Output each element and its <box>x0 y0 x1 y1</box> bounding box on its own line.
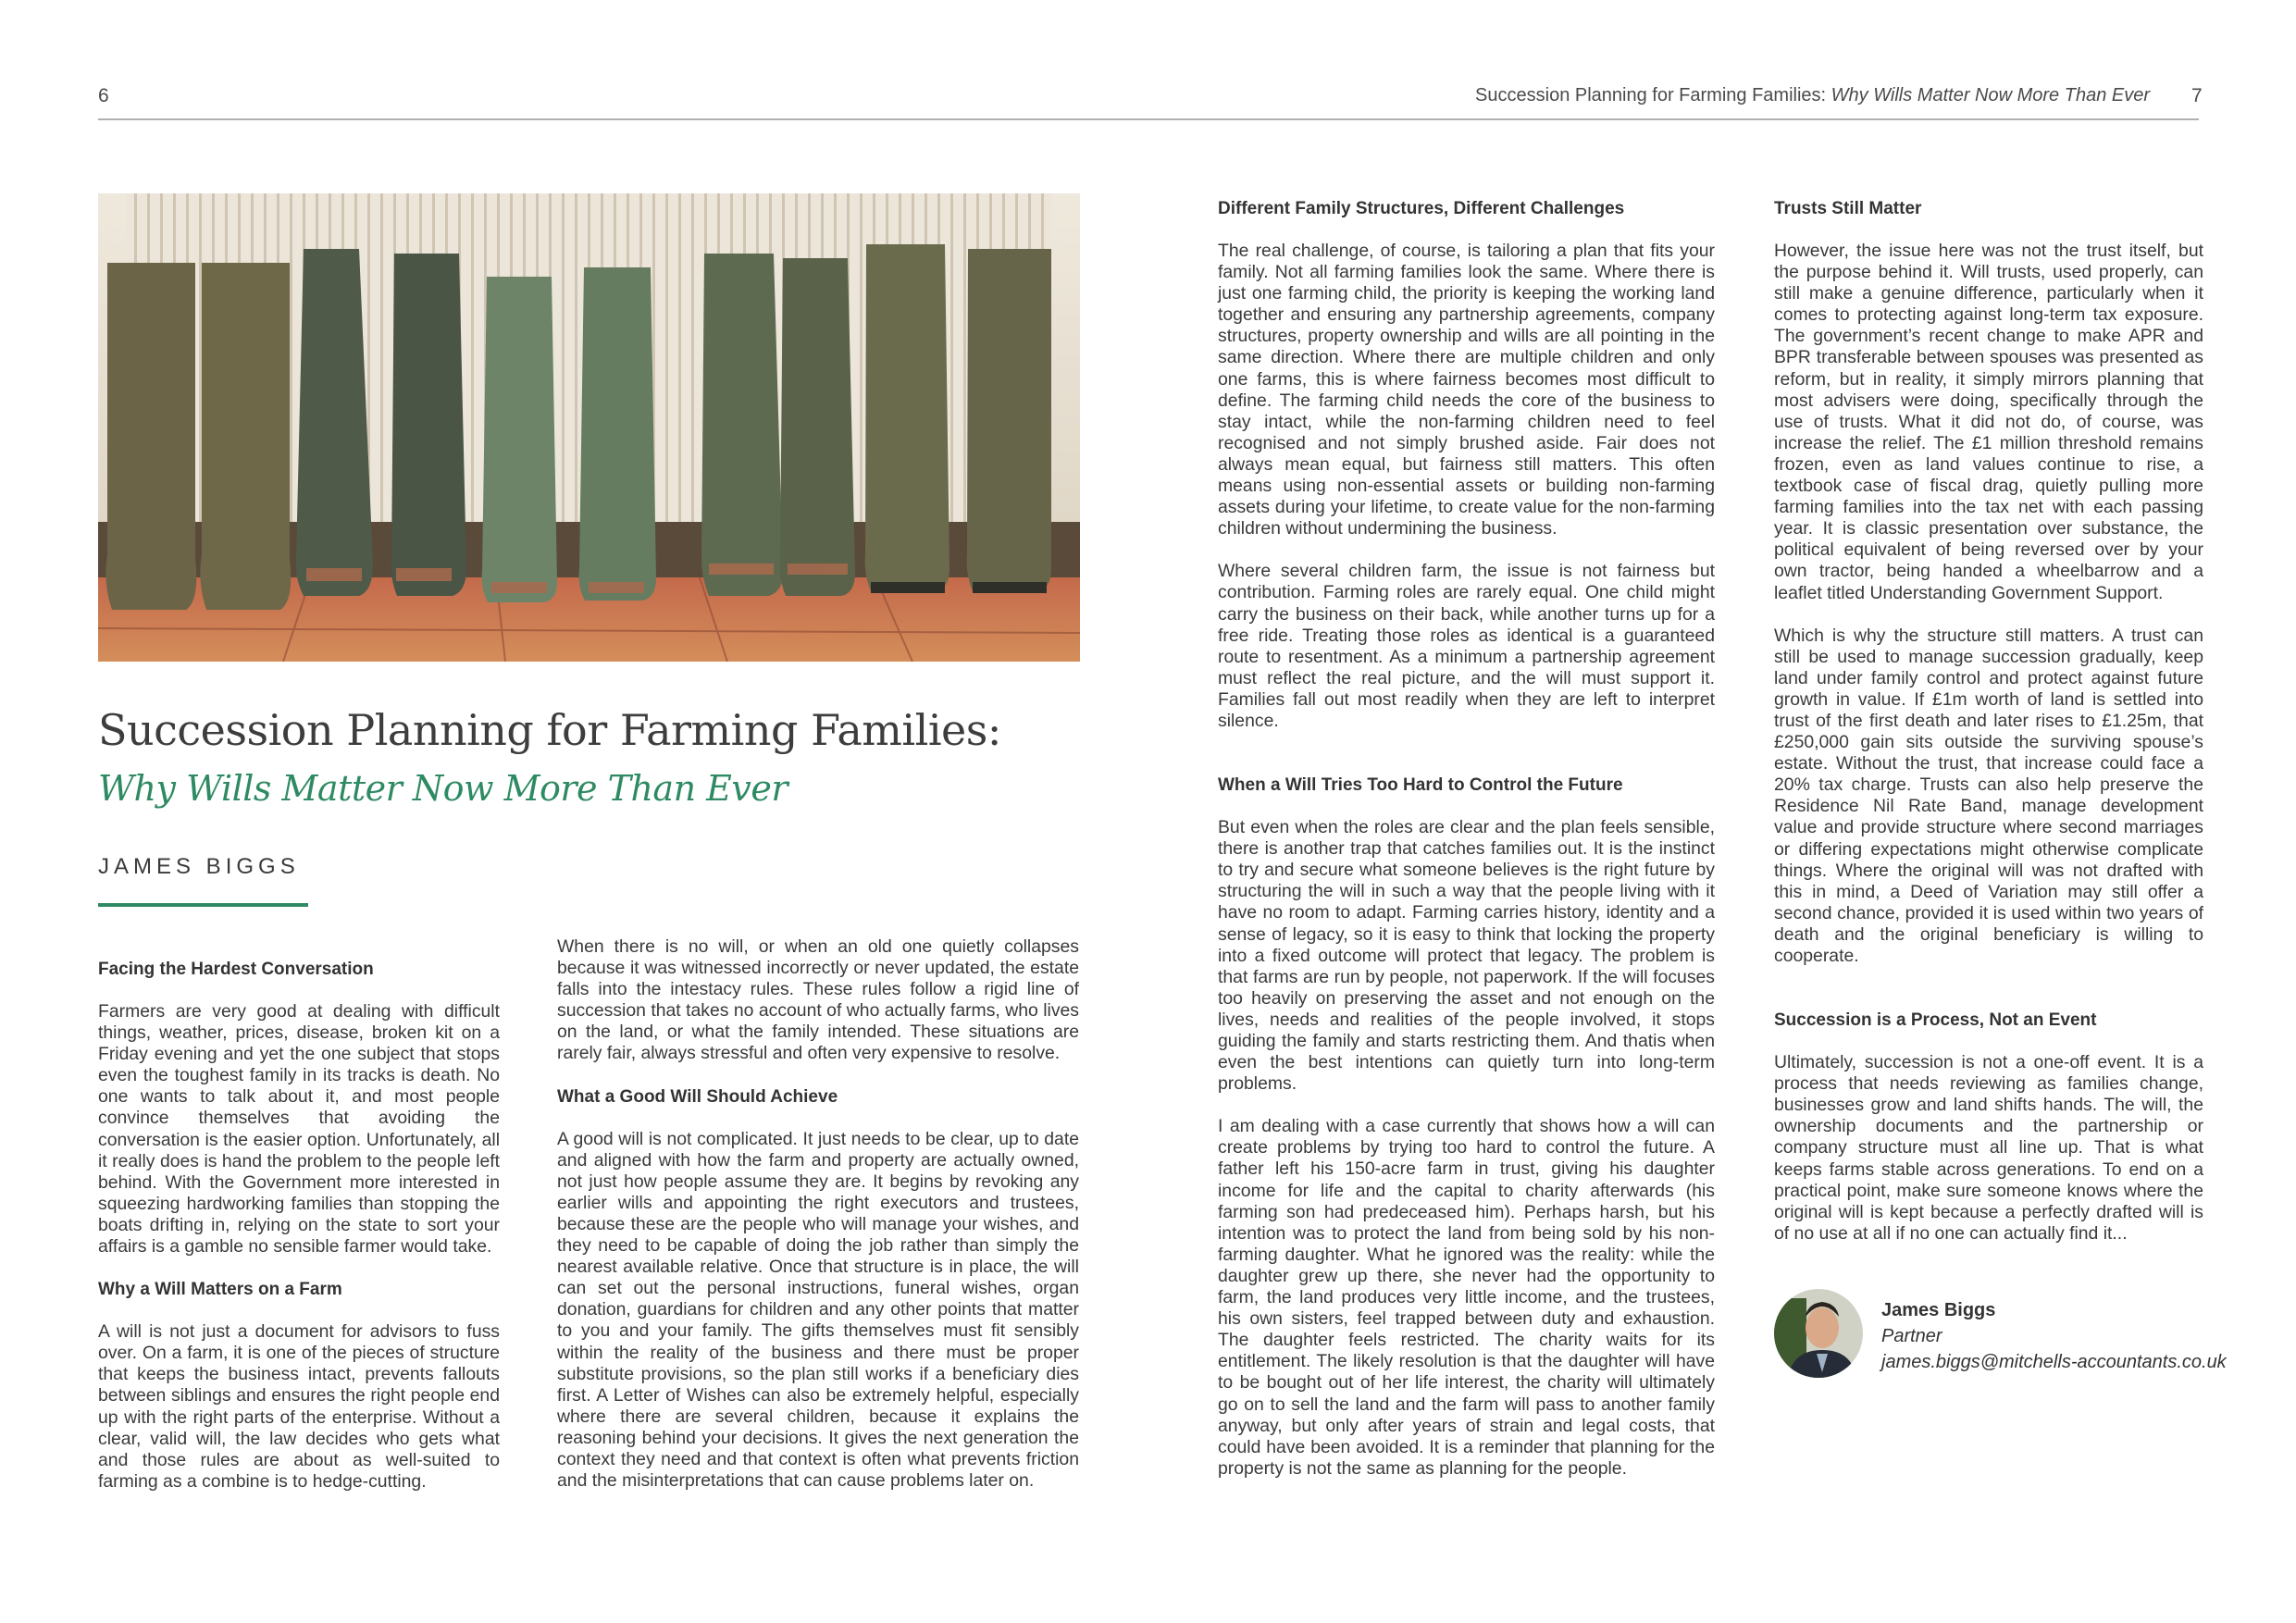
section-heading: When a Will Tries Too Hard to Control the Future <box>1218 775 1623 796</box>
article-subtitle: Why Wills Matter Now More Than Ever <box>98 768 788 809</box>
boots-illustration-icon <box>98 193 1080 662</box>
paragraph: But even when the roles are clear and the plan feels sensible, there is another trap that catches families out. It is the instinct to try and secure what someone believes is the right future by structuring the will in such a way that the people living with it have no room to adapt. Farming carries history, identity and a sense of legacy, so it is easy to think that locking the property into a fixed outcome will protect that legacy. The problem is that farms are run by people, not paperwork. If the will focuses too heavily on preserving the asset and not enough on the lives, needs and realities of the people involved, it stops guiding the family and starts restricting them. And thatis when even the best intentions can quietly turn into long-term problems. <box>1218 817 1715 1095</box>
author-avatar <box>1774 1289 1863 1378</box>
section-heading: Different Family Structures, Different Challenges <box>1218 199 1625 218</box>
article-column-4 <box>1774 198 2203 1245</box>
article-column-1 <box>98 959 500 1493</box>
section-heading: Facing the Hardest Conversation <box>98 960 374 979</box>
article-column-2 <box>557 936 1079 1492</box>
header-divider <box>98 118 2199 120</box>
running-header <box>1475 85 2150 106</box>
article-column-3 <box>1218 198 1715 1480</box>
author-card <box>1881 1297 2227 1375</box>
paragraph: The real challenge, of course, is tailoring a plan that fits your family. Not all farming families look the same. Where there is just one farming child, the priority is keeping the working land together and ensuring any partnership agreements, company structures, property ownership and wills are all pointing in the same direction. Where there are multiple children and only one farms, this is where fairness becomes most difficult to define. The farming child needs the core of the business to stay intact, while the non-farming children need to feel recognised and not simply brushed aside. Fair does not always mean equal, but fairness still matters. This often means using non-essential assets or building non-farming assets during your lifetime, to create value for the non-farming children without undermining the business. <box>1218 241 1715 539</box>
paragraph: Farmers are very good at dealing with difficult things, weather, prices, disease, broken kit on a Friday evening and yet the one subject that stops even the toughest family in its tracks is death. No one wants to talk about it, and most people convince themselves that avoiding the conversation is the easier option. Unfortunately, all it really does is hand the problem to the people left behind. With the Government more interested in squeezing hardworking families than stopping the boats drifting in, relying on the state to sort your affairs is a gamble no sensible farmer would take. <box>98 1001 500 1258</box>
paragraph: I am dealing with a case currently that shows how a will can create problems by trying too hard to control the future. A father left his 150-acre farm in trust, giving his daughter income for life and the capital to charity afterwards (his farming son had predeceased him). Perhaps harsh, but his intention was to protect the land from being sold by his non-farming daughter. What he ignored was the reality: while the daughter grew up there, she never had the opportunity to farm, the land produces very little income, and the trustees, his own sisters, feel trapped between duty and exhaustion. The daughter feels restricted. The charity waits for its entitlement. The likely resolution is that the daughter will have to be bought out of her life interest, the charity will ultimately go on to sell the land and the farm will pass to another family anyway, but only after years of strain and legal costs, that could have been avoided. It is a reminder that planning for the property is not the same as planning for the people. <box>1218 1116 1715 1479</box>
paragraph: When there is no will, or when an old one quietly collapses because it was witnessed incorrectly or never updated, the estate falls into the intestacy rules. These rules follow a rigid line of succession that takes no account of who actually farms, who lives on the land, or what the family intended. These situations are rarely fair, always stressful and often very expensive to resolve. <box>557 936 1079 1064</box>
section-heading: Why a Will Matters on a Farm <box>98 1280 342 1300</box>
byline-underline <box>98 903 308 907</box>
paragraph: A good will is not complicated. It just needs to be clear, up to date and aligned with how the farm and property are actually owned, not just how people assume they are. It begins by revoking any earlier wills and appointing the right executors and trustees, because these are the people who will manage your wishes, and they need to be capable of doing the job rather than simply the nearest available relative. Once that structure is in place, the will can set out the personal instructions, funeral wishes, organ donation, guardians for children and any other points that matter to you and your family. The gifts themselves must fit sensibly within the reality of the business and there must be proper substitute provisions, so the plan still works if a beneficiary dies first. A Letter of Wishes can also be extremely helpful, especially where there are several children, because it explains the reasoning behind your decisions. It gives the next generation the context they need and that context is often what prevents friction and the misinterpretations that can cause problems later on. <box>557 1128 1079 1492</box>
right-page-number: 7 <box>2191 85 2203 106</box>
author-name: James Biggs <box>1881 1300 1996 1320</box>
author-byline: JAMES BIGGS <box>98 854 300 879</box>
section-heading: What a Good Will Should Achieve <box>557 1086 838 1107</box>
author-email-link[interactable]: james.biggs@mitchells-accountants.co.uk <box>1881 1352 2227 1372</box>
paragraph: Ultimately, succession is not a one-off event. It is a process that needs reviewing as families change, businesses grow and land shifts hands. The will, the ownership documents and the partnership or company structure must all line up. That is what keeps farms stable across generations. To end on a practical point, make sure someone knows where the original will is kept because a perfectly drafted will is of no use at all if no one can actually find it... <box>1774 1052 2203 1244</box>
left-page-number: 6 <box>98 85 109 106</box>
hero-photo-wellington-boots <box>98 193 1080 662</box>
section-heading: Trusts Still Matter <box>1774 199 1922 218</box>
paragraph: Which is why the structure still matters. A trust can still be used to manage succession gradually, keep land under family control and protect against future growth in value. If £1m worth of land is settled into trust of the first death and later rises to £1.25m, that £250,000 gain sits outside the surviving spouse’s estate. Without the trust, that increase could face a 20% tax charge. Trusts can also help preserve the Residence Nil Rate Band, manage development value and provide structure where second marriages or differing expectations might otherwise complicate things. Where the original will was not drafted with this in mind, a Deed of Variation may still offer a second chance, provided it is used within two years of death and the original beneficiary is willing to cooperate. <box>1774 625 2203 966</box>
author-portrait-icon <box>1774 1289 1863 1378</box>
paragraph: However, the issue here was not the trust itself, but the purpose behind it. Will trusts, used properly, can still make a genuine difference, particularly when it comes to protecting against long-term tax exposure. The government’s recent change to make APR and BPR transferable between spouses was presented as reform, but in reality, it simply mirrors planning that most advisers were doing, specifically through the use of trusts. What it did not do, of course, was increase the relief. The £1 million threshold remains frozen, even as land values continue to rise, a textbook case of fiscal drag, quietly pulling more farming families into the tax net with each passing year. It is classic presentation over substance, the political equivalent of being reversed over by your own tractor, being handed a wheelbarrow and a leaflet titled Understanding Government Support. <box>1774 241 2203 603</box>
running-header-title: Succession Planning for Farming Families: <box>1475 85 1827 105</box>
paragraph: Where several children farm, the issue is not fairness but contribution. Farming roles are rarely equal. One child might carry the business on their back, while another turns up for a free ride. Treating those roles as identical is a guaranteed route to resentment. As a minimum a partnership agreement must reflect the real picture, and the will must support it. Families fall out most readily when they are left to interpret silence. <box>1218 561 1715 731</box>
paragraph: A will is not just a document for advisors to fuss over. On a farm, it is one of the pieces of structure that keeps the business intact, prevents fallouts between siblings and ensures the right people end up with the right parts of the enterprise. Without a clear, valid will, the law decides who gets what and those rules are about as well-suited to farming as a combine is to hedge-cutting. <box>98 1321 500 1492</box>
section-heading: Succession is a Process, Not an Event <box>1774 1010 2097 1031</box>
article-title: Succession Planning for Farming Families: <box>98 705 1001 755</box>
running-header-subtitle: Why Wills Matter Now More Than Ever <box>1831 85 2150 105</box>
author-role: Partner <box>1881 1326 1942 1346</box>
